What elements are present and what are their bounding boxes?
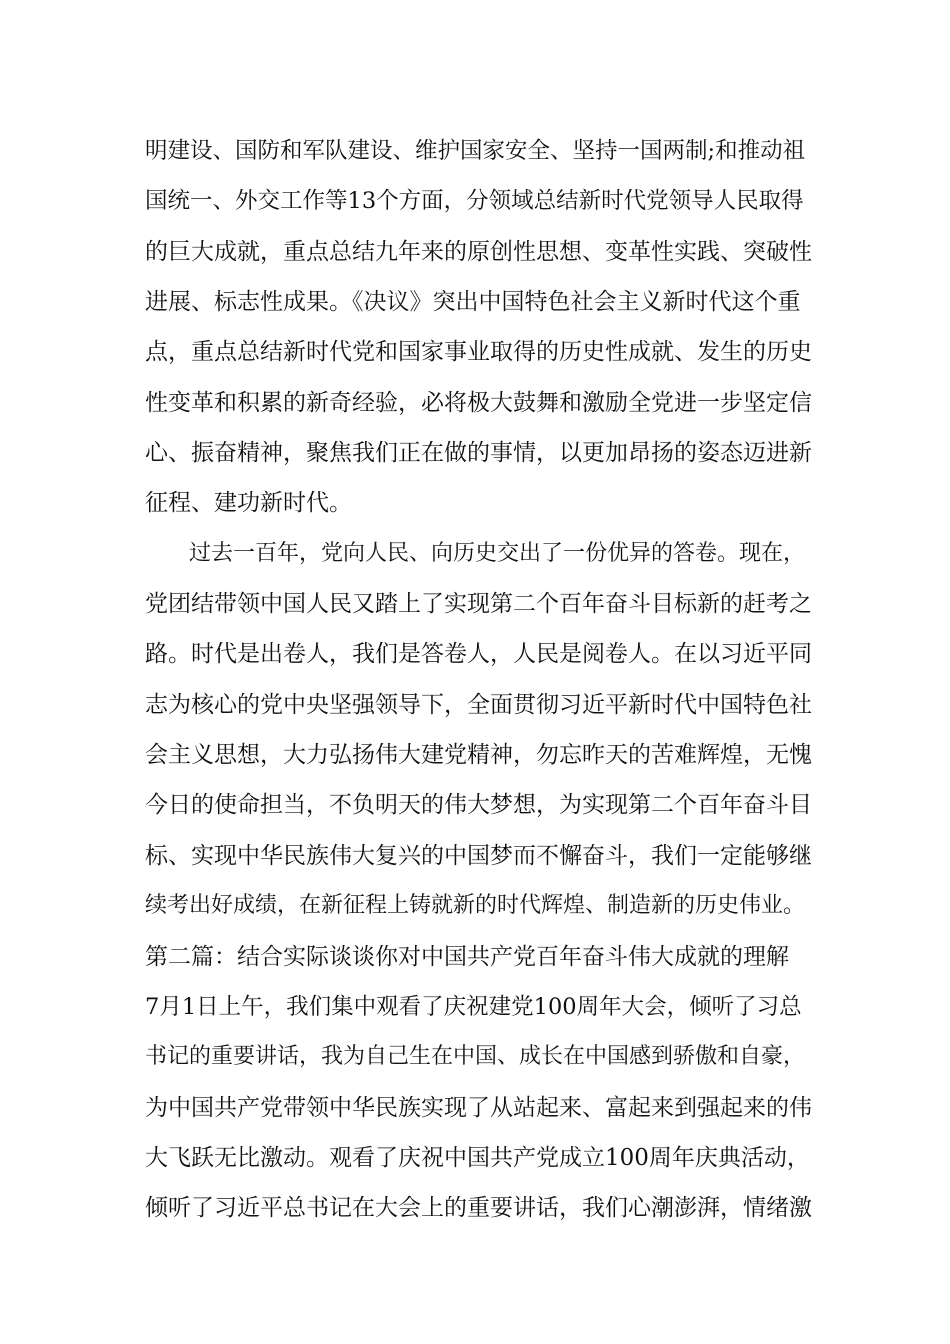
text-line: 书记的重要讲话，我为自己生在中国、成长在中国感到骄傲和自豪， bbox=[145, 1044, 806, 1070]
text-line: 征程、建功新时代。 bbox=[145, 490, 352, 517]
text-line: 的巨大成就，重点总结九年来的原创性思想、变革性实践、突破性 bbox=[145, 238, 812, 265]
text-line: 为中国共产党带领中华民族实现了从站起来、富起来到强起来的伟 bbox=[145, 1094, 812, 1121]
text-line: 标、实现中华民族伟大复兴的中国梦而不懈奋斗，我们一定能够继 bbox=[145, 842, 812, 869]
text-line: 志为核心的党中央坚强领导下，全面贯彻习近平新时代中国特色社 bbox=[145, 691, 812, 718]
text-line: 今日的使命担当，不负明天的伟大梦想，为实现第二个百年奋斗目 bbox=[145, 792, 812, 819]
body-text bbox=[145, 126, 815, 1234]
text-line: 心、振奋精神，聚焦我们正在做的事情，以更加昂扬的姿态迈进新 bbox=[145, 440, 812, 467]
text-line: 会主义思想，大力弘扬伟大建党精神，勿忘昨天的苦难辉煌，无愧 bbox=[145, 742, 812, 769]
text-line: 国统一、外交工作等13个方面，分领域总结新时代党领导人民取得 bbox=[145, 188, 804, 215]
text-line: 大飞跃无比激动。观看了庆祝中国共产党成立100周年庆典活动， bbox=[145, 1144, 810, 1171]
text-line: 7月1日上午，我们集中观看了庆祝建党100周年大会，倾听了习总 bbox=[145, 993, 802, 1020]
text-line: 明建设、国防和军队建设、维护国家安全、坚持一国两制;和推动祖 bbox=[145, 138, 806, 164]
text-line: 点，重点总结新时代党和国家事业取得的历史性成就、发生的历史 bbox=[145, 339, 812, 366]
text-line: 进展、标志性成果。《决议》突出中国特色社会主义新时代这个重 bbox=[145, 289, 801, 316]
text-line: 党团结带领中国人民又踏上了实现第二个百年奋斗目标新的赶考之 bbox=[145, 591, 812, 618]
text-line: 倾听了习近平总书记在大会上的重要讲话，我们心潮澎湃，情绪激 bbox=[145, 1195, 812, 1222]
section-heading: 第二篇：结合实际谈谈你对中国共产党百年奋斗伟大成就的理解 bbox=[145, 943, 789, 970]
paragraph-start-line: 过去一百年，党向人民、向历史交出了一份优异的答卷。现在， bbox=[189, 540, 806, 566]
text-line: 续考出好成绩，在新征程上铸就新的时代辉煌、制造新的历史伟业。 bbox=[145, 893, 806, 919]
text-line: 路。时代是出卷人，我们是答卷人，人民是阅卷人。在以习近平同 bbox=[145, 641, 812, 668]
text-line: 性变革和积累的新奇经验，必将极大鼓舞和激励全党进一步坚定信 bbox=[145, 389, 812, 416]
